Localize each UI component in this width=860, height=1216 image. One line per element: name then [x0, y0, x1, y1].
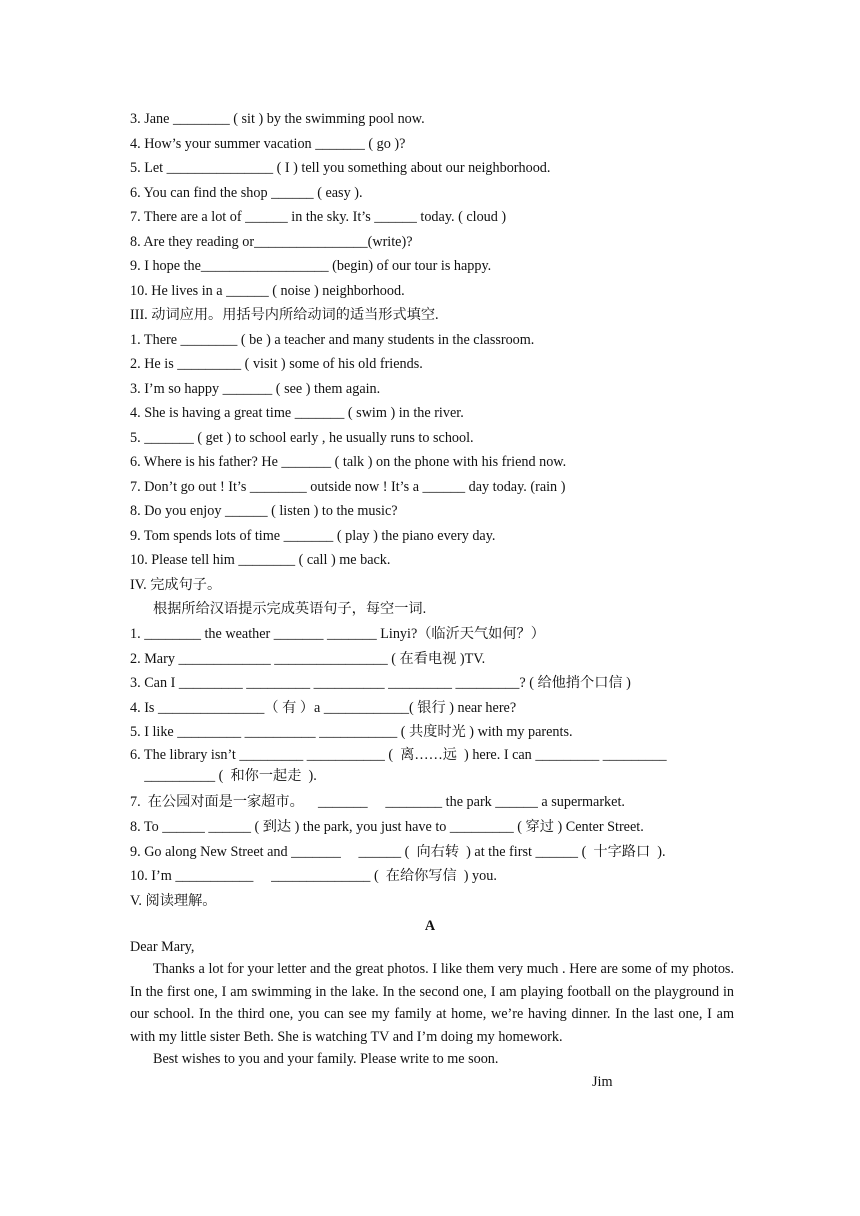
exercise-line: 5. I like _________ __________ ___________ ( 共度时光 ) with my parents.: [130, 724, 573, 740]
exercise-line: 4. How’s your summer vacation _______ ( go )?: [130, 136, 406, 152]
exercise-line: 3. I’m so happy _______ ( see ) them again.: [130, 381, 381, 397]
exercise-line: 2. He is _________ ( visit ) some of his old friends.: [130, 356, 423, 372]
passage-label: A: [424, 918, 436, 934]
exercise-line: 7. 在公园对面是一家超市。 _______ ________ the park ______ a supermarket.: [130, 794, 625, 810]
exercise-line: 7. Don’t go out ! It’s ________ outside now ! It’s a ______ day today. (rain ): [130, 479, 566, 495]
exercise-line: 10. I’m ___________ ______________ ( 在给你写信 ) you.: [130, 868, 497, 884]
exercise-line: 9. Go along New Street and _______ ______ ( 向右转 ) at the first ______ ( 十字路口 ).: [130, 844, 666, 860]
exercise-line: 4. Is _______________（ 有 ）a ____________( 银行 ) near here?: [130, 700, 517, 716]
section-instruction: 根据所给汉语提示完成英语句子，每空一词.: [153, 601, 427, 617]
exercise-line: 4. She is having a great time _______ ( swim ) in the river.: [130, 405, 464, 421]
exercise-line: 8. To ______ ______ ( 到达 ) the park, you just have to _________ ( 穿过 ) Center Street.: [130, 819, 644, 835]
letter-salutation: Dear Mary,: [130, 939, 195, 955]
exercise-line: 1. ________ the weather _______ _______ Linyi?（临沂天气如何？）: [130, 626, 545, 642]
section-heading: III. 动词应用。用括号内所给动词的适当形式填空.: [130, 307, 439, 323]
exercise-line: 8. Do you enjoy ______ ( listen ) to the music?: [130, 503, 398, 519]
exercise-line-continued: __________ ( 和你一起走 ).: [130, 768, 317, 784]
exercise-line: 9. Tom spends lots of time _______ ( play ) the piano every day.: [130, 528, 496, 544]
letter-body: [130, 958, 734, 1071]
exercise-line: 7. There are a lot of ______ in the sky. It’s ______ today. ( cloud ): [130, 209, 507, 225]
exercise-line: 10. Please tell him ________ ( call ) me back.: [130, 552, 391, 568]
exercise-line: 2. Mary _____________ ________________ ( 在看电视 )TV.: [130, 651, 486, 667]
exercise-line: 1. There ________ ( be ) a teacher and many students in the classroom.: [130, 332, 535, 348]
exercise-line: 10. He lives in a ______ ( noise ) neighborhood.: [130, 283, 405, 299]
letter-body-text: Thanks a lot for your letter and the great photos. I like them very much . Here are some of my photos. In the first one, I am swimming in the lake. In the second one, I am playing football on the playground in our school. In the third one, you can see my family at home, we’re having dinner. In the last one, I am with my little sister Beth. She is watching TV and I’m doing my homework.: [130, 961, 734, 1045]
exercise-line: 6. Where is his father? He _______ ( talk ) on the phone with his friend now.: [130, 454, 567, 470]
exercise-line: 5. Let _______________ ( I ) tell you something about our neighborhood.: [130, 160, 551, 176]
exercise-line: 9. I hope the__________________ (begin) of our tour is happy.: [130, 258, 492, 274]
exercise-line: 8. Are they reading or________________(write)?: [130, 234, 413, 250]
exercise-line: 6. You can find the shop ______ ( easy ).: [130, 185, 363, 201]
exercise-line: 6. The library isn’t _________ ___________ ( 离……远 ) here. I can _________ _________: [130, 747, 667, 763]
letter-signature: Jim: [592, 1074, 613, 1090]
section-heading: IV. 完成句子。: [130, 577, 222, 593]
exercise-line: 3. Jane ________ ( sit ) by the swimming pool now.: [130, 111, 425, 127]
section-heading: V. 阅读理解。: [130, 893, 217, 909]
exercise-line: 3. Can I _________ _________ __________ _________ _________? ( 给他捎个口信 ): [130, 675, 631, 691]
letter-closing: Best wishes to you and your family. Please write to me soon.: [153, 1051, 499, 1067]
exercise-line: 5. _______ ( get ) to school early , he usually runs to school.: [130, 430, 474, 446]
